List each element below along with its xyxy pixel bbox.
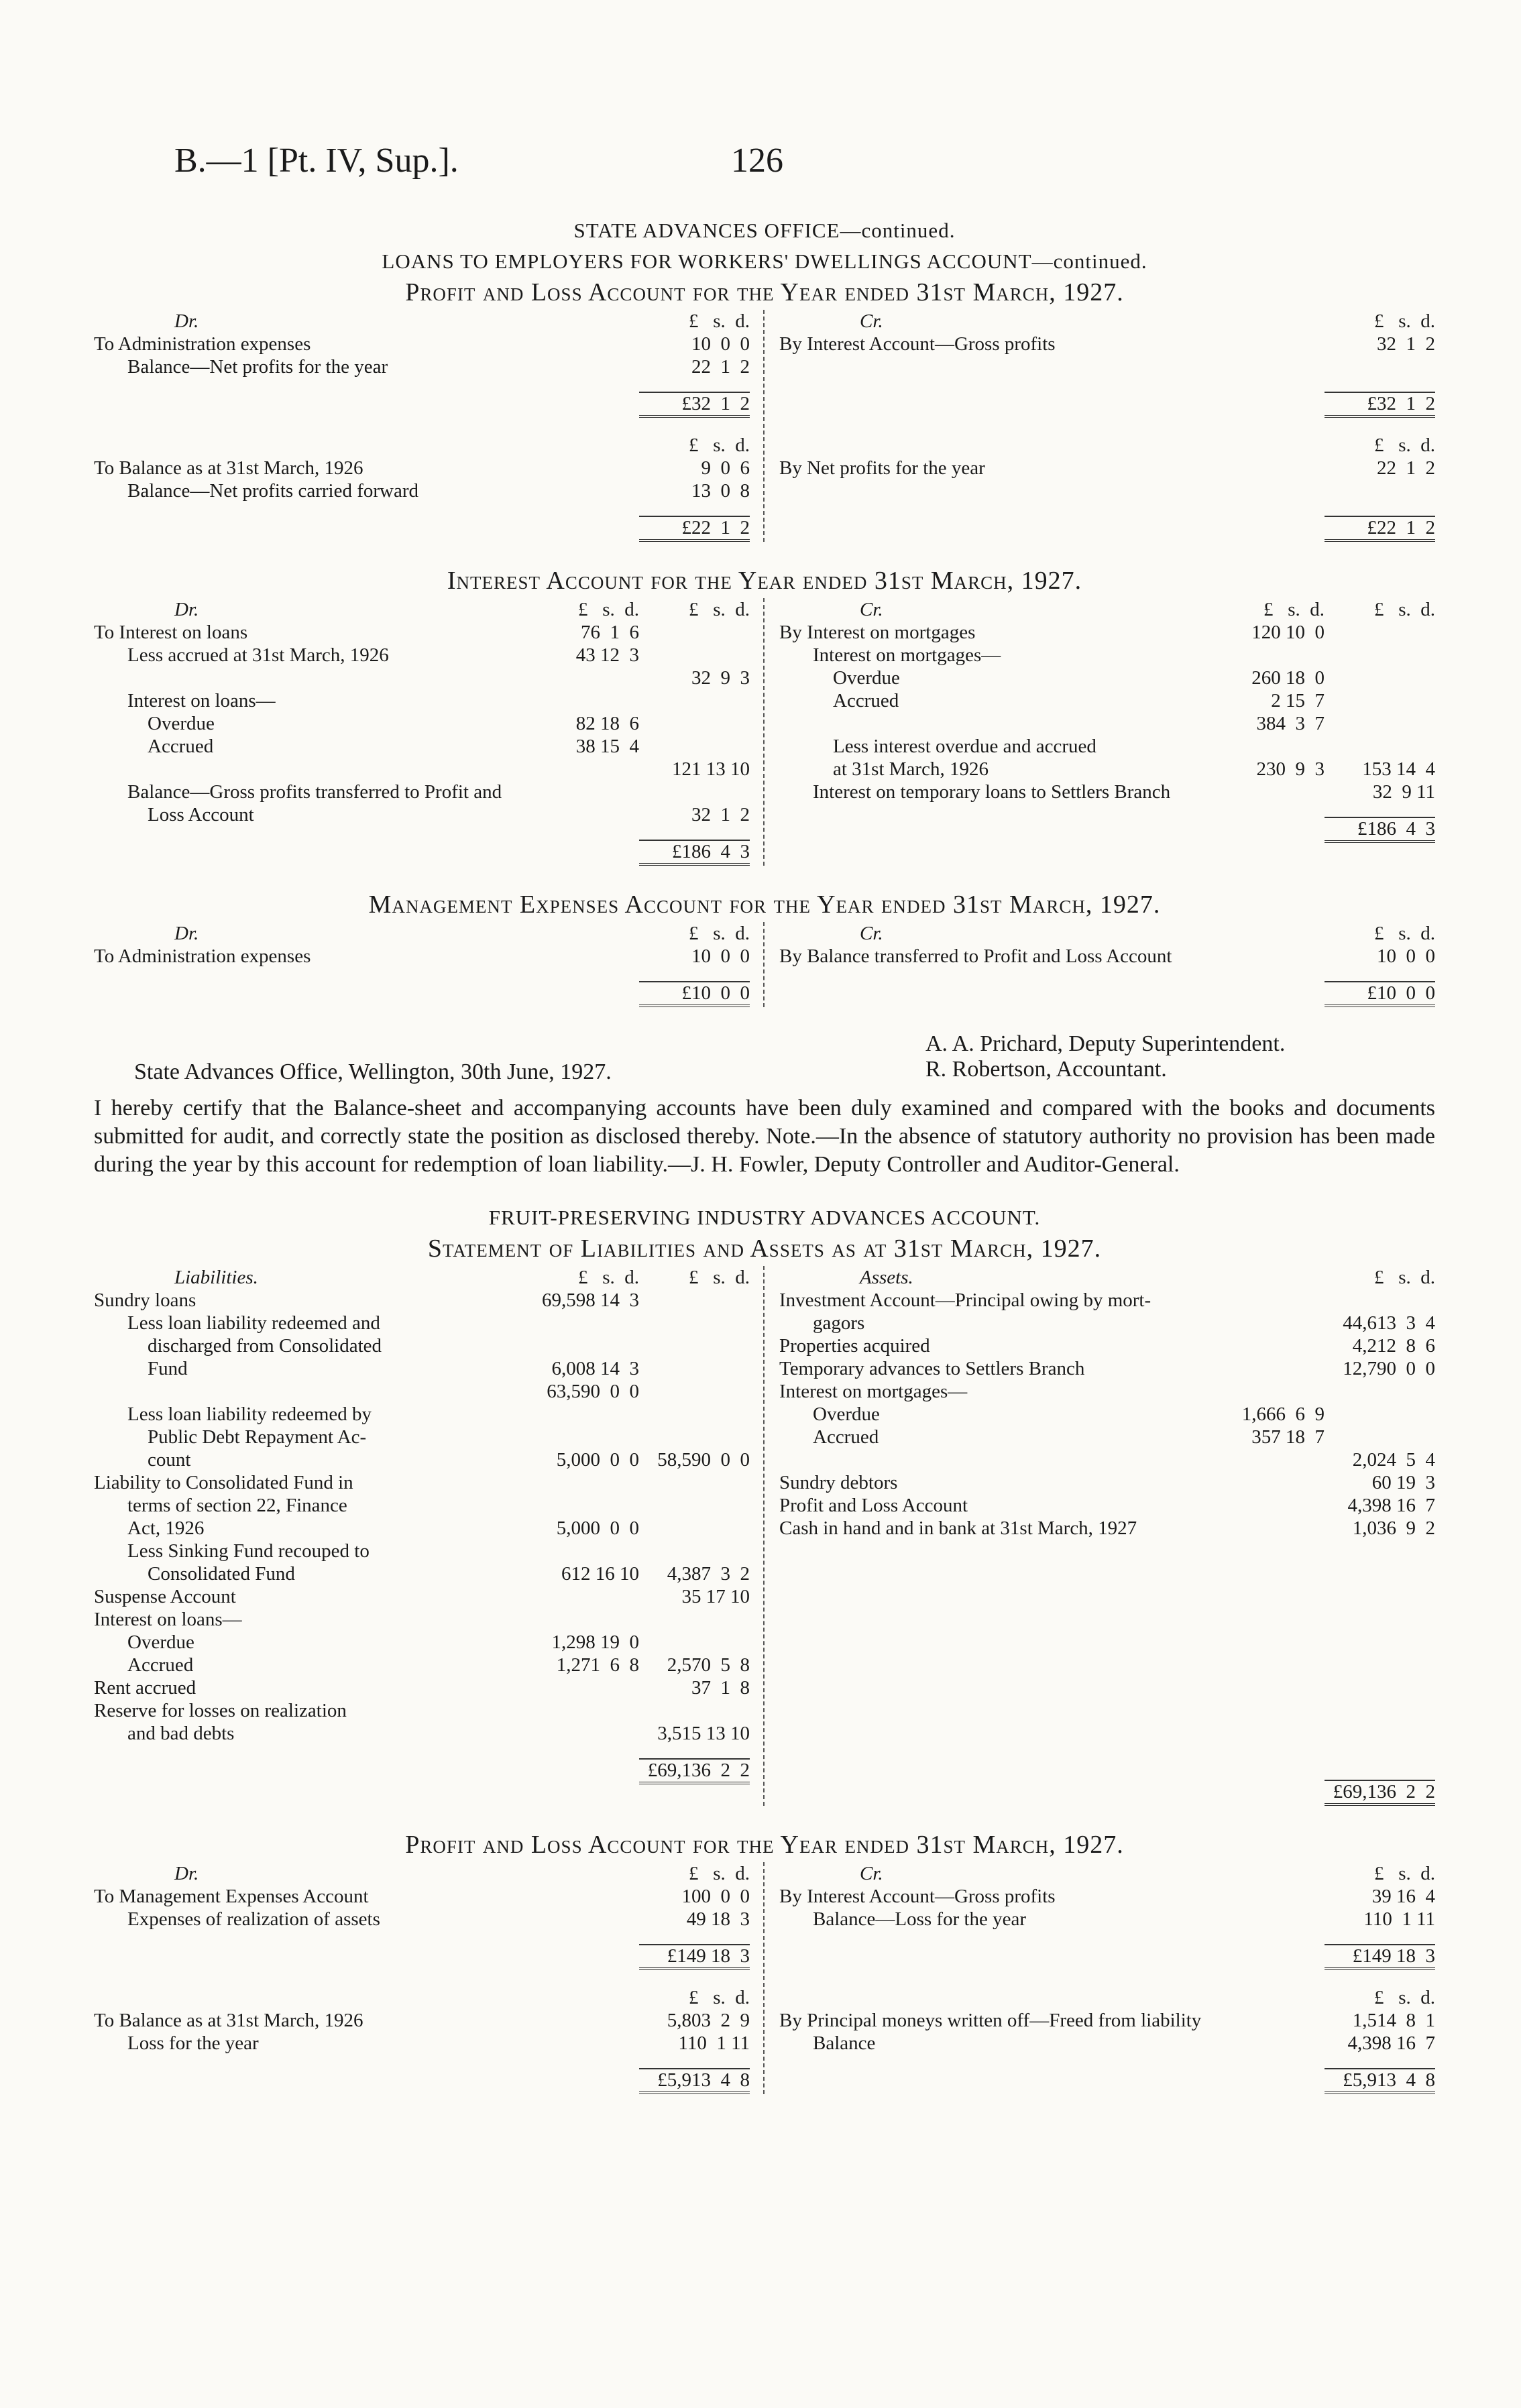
ledger-row: Investment Account—Principal owing by mort- xyxy=(779,1289,1151,1311)
page-number: 126 xyxy=(731,141,783,180)
total: £149 18 3 xyxy=(1325,1944,1435,1970)
ledger-row: Less accrued at 31st March, 1926 43 12 3 xyxy=(127,644,639,666)
credit-side: Cr. £ s. d. £ s. d. By Interest on mortgages 120 10 0 Interest on mortgages— Overdue 260 18 0 Accrued 2 15 7 384 3 7 Less interest overdue and accrued at 31st March, 1926 230 9 3 153 14 4 Interest on temporary loans to Settlers Branch 32 9 11 £186 4 3 xyxy=(763,598,1435,866)
page-header xyxy=(94,134,1435,201)
ledger-row: Interest on loans— xyxy=(94,1609,242,1630)
ledger-row: To Interest on loans 76 1 6 xyxy=(94,622,639,643)
ledger-row: 384 3 7 xyxy=(1256,713,1325,734)
ledger-row: 121 13 10 xyxy=(672,758,750,780)
ledger-row: Balance 4,398 16 7 xyxy=(813,2032,1435,2054)
credit-side: Cr. £ s. d. By Interest Account—Gross profits 39 16 4 Balance—Loss for the year 110 1 11 £149 18 3 £ s. d. By Principal moneys written off—Freed from liability 1,514 8 1 Balance 4,398 16 7 £5,913 4 8 xyxy=(763,1862,1435,2094)
cr-heading: Cr. xyxy=(860,310,883,332)
debit-side: Dr. £ s. d. £ s. d. To Interest on loans 76 1 6 Less accrued at 31st March, 1926 43 12 3 32 9 3 Interest on loans— Overdue 82 18 6 Accrued 38 15 4 121 13 10 Balance—Gross profits transferred to Profit and Loss Account 32 1 2 £186 4 3 xyxy=(94,598,763,866)
total: £32 1 2 xyxy=(639,392,750,418)
total: £32 1 2 xyxy=(1325,392,1435,418)
total: £5,913 4 8 xyxy=(1325,2068,1435,2094)
ledger-row: Interest on mortgages— xyxy=(813,644,1001,666)
ledger-row: Interest on temporary loans to Settlers Branch 32 9 11 xyxy=(813,781,1435,803)
debit-side: Dr. £ s. d. To Administration expenses 10 0 0 £10 0 0 xyxy=(94,922,763,1007)
ledger-row: Act, 1926 5,000 0 0 xyxy=(127,1517,639,1539)
interest-account xyxy=(94,598,1435,866)
ledger-row: Fund 6,008 14 3 xyxy=(148,1358,639,1379)
debit-side: Dr. £ s. d. To Administration expenses 10 0 0 Balance—Net profits for the year 22 1 2 £32 1 2 £ s. d. To Balance as at 31st March, 1926 9 0 6 Balance—Net profits carried forward 13 0 8 £22 1 2 xyxy=(94,310,763,542)
ledger-row: Sundry debtors 60 19 3 xyxy=(779,1472,1435,1493)
ledger-row: Expenses of realization of assets 49 18 3 xyxy=(127,1908,750,1930)
ledger-row: and bad debts 3,515 13 10 xyxy=(127,1723,750,1744)
debit-side: Dr. £ s. d. To Management Expenses Account 100 0 0 Expenses of realization of assets 49 18 3 £149 18 3 £ s. d. To Balance as at 31st March, 1926 5,803 2 9 Loss for the year 110 1 11 £5,913 4 8 xyxy=(94,1862,763,2094)
total: £149 18 3 xyxy=(639,1944,750,1970)
assets-heading: Assets. xyxy=(860,1267,913,1288)
parliamentary-reference: B.—1 [Pt. IV, Sup.]. xyxy=(174,141,459,180)
ledger-row: Less loan liability redeemed and xyxy=(127,1312,380,1334)
ledger-row: To Management Expenses Account 100 0 0 xyxy=(94,1886,750,1907)
ledger-row: To Balance as at 31st March, 1926 9 0 6 xyxy=(94,457,750,479)
total: £10 0 0 xyxy=(639,981,750,1007)
statement-of-liabilities-assets xyxy=(94,1266,1435,1806)
ledger-row: Properties acquired 4,212 8 6 xyxy=(779,1335,1435,1357)
total: £5,913 4 8 xyxy=(639,2068,750,2094)
page xyxy=(94,134,1435,2094)
ledger-row: Accrued 357 18 7 xyxy=(813,1426,1325,1448)
ledger-row: By Principal moneys written off—Freed from liability 1,514 8 1 xyxy=(779,2010,1435,2031)
ledger-row: count 5,000 0 0 58,590 0 0 xyxy=(148,1449,750,1471)
ledger-row: Less Sinking Fund recouped to xyxy=(127,1540,370,1562)
profit-loss-title-2: Profit and Loss Account for the Year ended 31st March, 1927. xyxy=(405,1831,1124,1859)
total: £22 1 2 xyxy=(639,516,750,542)
ledger-row: To Administration expenses 10 0 0 xyxy=(94,945,750,967)
credit-side: Cr. £ s. d. By Interest Account—Gross profits 32 1 2 £32 1 2 £ s. d. By Net profits for the year 22 1 2 £22 1 2 xyxy=(763,310,1435,542)
ledger-row: Balance—Loss for the year 110 1 11 xyxy=(813,1908,1435,1930)
ledger-row: Loss Account 32 1 2 xyxy=(148,804,750,825)
ledger-row: By Interest Account—Gross profits 39 16 4 xyxy=(779,1886,1435,1907)
ledger-row: Accrued 38 15 4 xyxy=(148,736,639,757)
ledger-row: Cash in hand and in bank at 31st March, 1927 1,036 9 2 xyxy=(779,1517,1435,1539)
ledger-row: Overdue 260 18 0 xyxy=(833,667,1325,689)
ledger-row: Overdue 82 18 6 xyxy=(148,713,639,734)
total: £69,136 2 2 xyxy=(639,1758,750,1784)
ledger-row: Public Debt Repayment Ac- xyxy=(148,1426,367,1448)
ledger-row: By Interest Account—Gross profits 32 1 2 xyxy=(779,333,1435,355)
ledger-row: Rent accrued 37 1 8 xyxy=(94,1677,750,1699)
ledger-row: Balance—Net profits for the year 22 1 2 xyxy=(127,356,750,378)
interest-account-title: Interest Account for the Year ended 31st March, 1927. xyxy=(447,567,1082,595)
total: £10 0 0 xyxy=(1325,981,1435,1007)
ledger-row: To Administration expenses 10 0 0 xyxy=(94,333,750,355)
total: £186 4 3 xyxy=(1325,817,1435,843)
ledger-row: 63,590 0 0 xyxy=(547,1381,639,1402)
statement-title: Statement of Liabilities and Assets as at 31st March, 1927. xyxy=(427,1235,1102,1263)
profit-loss-account-2 xyxy=(94,1862,1435,2094)
ledger-row: 2,024 5 4 xyxy=(1352,1449,1435,1471)
ledger-row: By Balance transferred to Profit and Loss Account 10 0 0 xyxy=(779,945,1435,967)
ledger-row: discharged from Consolidated xyxy=(148,1335,382,1357)
ledger-row: Interest on loans— xyxy=(127,690,276,711)
ledger-row: To Balance as at 31st March, 1926 5,803 2 9 xyxy=(94,2010,750,2031)
place-date: State Advances Office, Wellington, 30th June, 1927. xyxy=(134,1059,612,1084)
signatory-1: A. A. Prichard, Deputy Superintendent. xyxy=(925,1031,1286,1056)
ledger-row: Overdue 1,666 6 9 xyxy=(813,1403,1325,1425)
ledger-row: Balance—Gross profits transferred to Profit and xyxy=(127,781,502,803)
assets-side: Assets. £ s. d. Investment Account—Principal owing by mort- gagors 44,613 3 4 Properties acquired 4,212 8 6 Temporary advances to Settlers Branch 12,790 0 0 Interest on mortgages— Overdue 1,666 6 9 Accrued 357 18 7 2,024 5 4 Sundry debtors 60 19 3 Profit and Loss Account 4,398 16 7 Cash in hand and in bank at 31st March, 1927 1,036 9 2 £69,136 2 2 xyxy=(763,1266,1435,1806)
office-title: STATE ADVANCES OFFICE—continued. xyxy=(573,219,956,242)
fruit-account-title: FRUIT-PRESERVING INDUSTRY ADVANCES ACCOUNT. xyxy=(488,1206,1041,1229)
ledger-row: Accrued 1,271 6 8 2,570 5 8 xyxy=(127,1654,750,1676)
ledger-row: Temporary advances to Settlers Branch 12,790 0 0 xyxy=(779,1358,1435,1379)
ledger-row: Profit and Loss Account 4,398 16 7 xyxy=(779,1495,1435,1516)
dr-heading: Dr. xyxy=(174,310,199,332)
ledger-row: By Interest on mortgages 120 10 0 xyxy=(779,622,1325,643)
ledger-row: Interest on mortgages— xyxy=(779,1381,968,1402)
total: £69,136 2 2 xyxy=(1325,1780,1435,1806)
ledger-row: Balance—Net profits carried forward 13 0 8 xyxy=(127,480,750,502)
profit-loss-title: Profit and Loss Account for the Year ended 31st March, 1927. xyxy=(405,278,1124,306)
total: £186 4 3 xyxy=(639,840,750,866)
ledger-row: Less loan liability redeemed by xyxy=(127,1403,372,1425)
signatory-2: R. Robertson, Accountant. xyxy=(925,1057,1167,1082)
ledger-row: Overdue 1,298 19 0 xyxy=(127,1631,639,1653)
total: £22 1 2 xyxy=(1325,516,1435,542)
ledger-row: gagors 44,613 3 4 xyxy=(813,1312,1435,1334)
liabilities-heading: Liabilities. xyxy=(174,1267,258,1288)
credit-side: Cr. £ s. d. By Balance transferred to Profit and Loss Account 10 0 0 £10 0 0 xyxy=(763,922,1435,1007)
audit-certificate: I hereby certify that the Balance-sheet and accompanying accounts have been duly examined and compared with the books and documents submitted for audit, and correctly state the position as disclosed thereby. Note.—In the absence of statutory authority no provision has been made during the year by this account for redemption of loan liability.—J. H. Fowler, Deputy Controller and Auditor-General. xyxy=(94,1096,1435,1177)
ledger-row: at 31st March, 1926 230 9 3 153 14 4 xyxy=(833,758,1435,780)
ledger-row: 32 9 3 xyxy=(691,667,750,689)
signature-block xyxy=(94,1031,1435,1085)
ledger-row: Consolidated Fund 612 16 10 4,387 3 2 xyxy=(148,1563,750,1585)
ledger-row: By Net profits for the year 22 1 2 xyxy=(779,457,1435,479)
ledger-row: Liability to Consolidated Fund in xyxy=(94,1472,353,1493)
ledger-row: Accrued 2 15 7 xyxy=(833,690,1325,711)
profit-loss-account-1 xyxy=(94,310,1435,542)
ledger-row: Reserve for losses on realization xyxy=(94,1700,347,1721)
ledger-row: Less interest overdue and accrued xyxy=(833,736,1096,757)
management-expenses-title: Management Expenses Account for the Year ended 31st March, 1927. xyxy=(368,891,1161,919)
ledger-row: Loss for the year 110 1 11 xyxy=(127,2032,750,2054)
account-title: LOANS TO EMPLOYERS FOR WORKERS' DWELLINGS ACCOUNT—continued. xyxy=(382,249,1147,273)
management-expenses-account xyxy=(94,922,1435,1007)
lsd-heading: £ s. d. xyxy=(688,310,750,332)
ledger-row: Suspense Account 35 17 10 xyxy=(94,1586,750,1607)
ledger-row: Sundry loans 69,598 14 3 xyxy=(94,1289,639,1311)
liabilities-side: Liabilities. £ s. d. £ s. d. Sundry loans 69,598 14 3 Less loan liability redeemed and discharged from Consolidated Fund 6,008 14 3 63,590 0 0 Less loan liability redeemed by Public Debt Repayment Ac- count 5,000 0 0 58,590 0 0 Liability to Consolidated Fund in terms of section 22, Finance Act, 1926 5,000 0 0 Less Sinking Fund recouped to Consolidated Fund 612 16 10 4,387 3 2 Suspense Account 35 17 10 Interest on loans— Overdue 1,298 19 0 Accrued 1,271 6 8 2,570 5 8 Rent accrued 37 1 8 Reserve for losses on realization and bad debts 3,515 13 10 £69,136 2 2 xyxy=(94,1266,763,1806)
ledger-row: terms of section 22, Finance xyxy=(127,1495,347,1516)
